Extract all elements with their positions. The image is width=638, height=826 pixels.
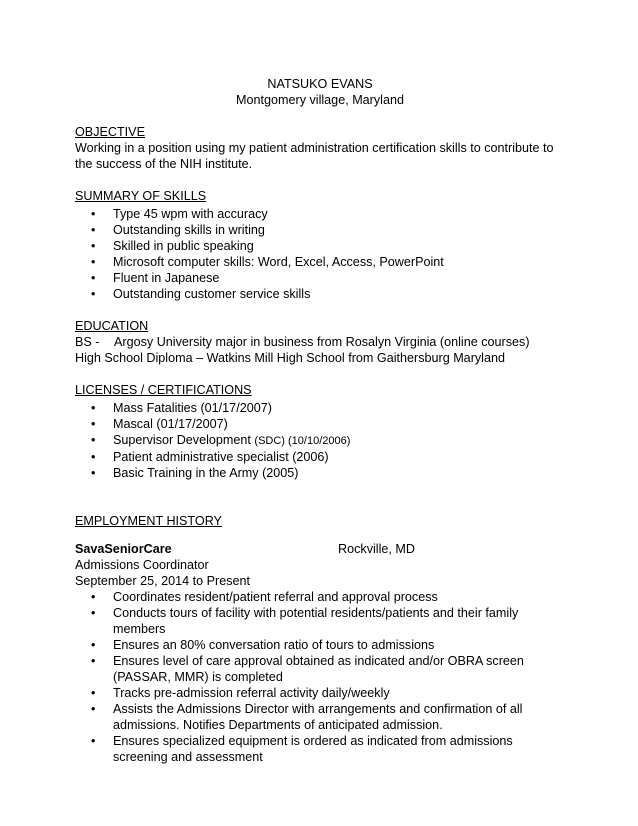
bullet-icon: • [91, 734, 96, 748]
bullet-icon: • [91, 606, 96, 620]
skills-heading: SUMMARY OF SKILLS [75, 189, 207, 203]
education-section [75, 318, 565, 366]
bullet-icon: • [91, 686, 96, 700]
list-item: • Ensures level of care approval obtained as indicated and/or OBRA screen (PASSAR, MMR) is completed [91, 654, 524, 684]
licenses-list [75, 400, 565, 481]
list-item: • Microsoft computer skills: Word, Excel, Access, PowerPoint [91, 255, 444, 269]
employment-heading: EMPLOYMENT HISTORY [75, 514, 222, 528]
licenses-section [75, 382, 565, 481]
list-item: • Outstanding customer service skills [91, 287, 311, 301]
bullet-icon: • [91, 207, 96, 221]
bullet-icon: • [91, 433, 96, 447]
employer-city: Rockville, MD [338, 542, 415, 556]
objective-heading: OBJECTIVE [75, 125, 145, 139]
job-header [75, 541, 565, 557]
job-title: Admissions Coordinator [75, 558, 209, 572]
list-item: • Type 45 wpm with accuracy [91, 207, 268, 221]
list-item: • Supervisor Development (SDC) (10/10/2006) [91, 433, 351, 447]
employment-section [75, 513, 565, 765]
list-item: • Patient administrative specialist (2006) [91, 450, 329, 464]
list-item: • Coordinates resident/patient referral and approval process [91, 590, 438, 604]
list-item: • Ensures an 80% conversation ratio of tours to admissions [91, 638, 435, 652]
list-item: • Mass Fatalities (01/17/2007) [91, 401, 272, 415]
job-dates: September 25, 2014 to Present [75, 574, 251, 588]
bullet-icon: • [91, 702, 96, 716]
objective-section [75, 124, 565, 172]
list-item: • Basic Training in the Army (2005) [91, 466, 299, 480]
bullet-icon: • [91, 638, 96, 652]
list-item: • Skilled in public speaking [91, 239, 254, 253]
bullet-icon: • [91, 223, 96, 237]
bullet-icon: • [91, 466, 96, 480]
list-item: • Fluent in Japanese [91, 271, 220, 285]
education-heading: EDUCATION [75, 319, 149, 333]
bullet-icon: • [91, 417, 96, 431]
list-item: • Outstanding skills in writing [91, 223, 265, 237]
employer-name: SavaSeniorCare [75, 542, 172, 556]
list-item: • Conducts tours of facility with potential residents/patients and their family members [91, 606, 519, 636]
list-item: • Tracks pre-admission referral activity daily/weekly [91, 686, 390, 700]
bullet-icon: • [91, 401, 96, 415]
duties-list [75, 589, 565, 765]
bullet-icon: • [91, 271, 96, 285]
list-item: • Assists the Admissions Director with arrangements and confirmation of all admissions. Notifies Departments of anticipated admission. [91, 702, 523, 732]
resume-name: NATSUKO EVANS [267, 77, 373, 91]
bullet-icon: • [91, 287, 96, 301]
education-hs: High School Diploma – Watkins Mill High School from Gaithersburg Maryland [75, 351, 505, 365]
objective-text: Working in a position using my patient administration certification skills to contribute to the success of the NIH institute. [75, 141, 554, 171]
resume-page [75, 76, 565, 765]
list-item: • Ensures specialized equipment is ordered as indicated from admissions screening and assessment [91, 734, 513, 764]
licenses-heading: LICENSES / CERTIFICATIONS [75, 383, 252, 397]
bullet-icon: • [91, 590, 96, 604]
list-item: • Mascal (01/17/2007) [91, 417, 228, 431]
bullet-icon: • [91, 255, 96, 269]
bullet-icon: • [91, 450, 96, 464]
bullet-icon: • [91, 239, 96, 253]
resume-location: Montgomery village, Maryland [236, 93, 404, 107]
bullet-icon: • [91, 654, 96, 668]
skills-list [75, 206, 565, 302]
education-bs: BS - Argosy University major in business from Rosalyn Virginia (online courses) [75, 335, 530, 349]
skills-section [75, 188, 565, 302]
